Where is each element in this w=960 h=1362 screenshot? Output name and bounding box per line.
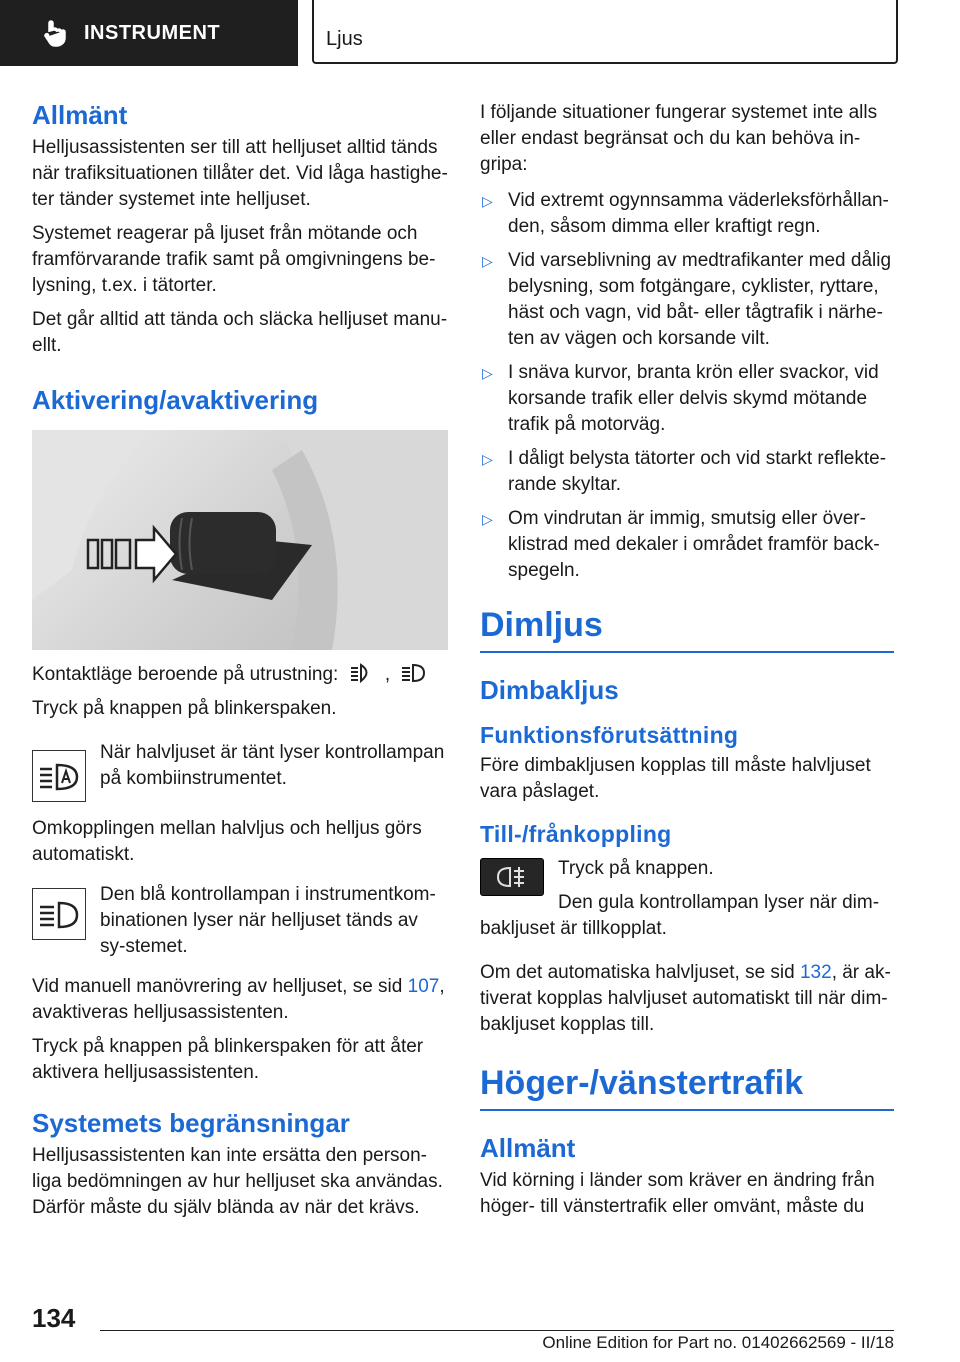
turn-signal-lever-photo <box>32 430 448 650</box>
list-item: ▷ I dåligt belysta tätorter och vid starkt reflekte-rande skyltar. <box>482 448 887 495</box>
allmant-paragraph-1: Helljusassistenten ser till att helljuset alltid tänds när trafiksituationen tillåter det. Vid låga hastighe-ter tänder systemet inte helljuset. <box>32 137 448 210</box>
footer-divider <box>100 1330 894 1331</box>
bla-note-block <box>32 882 448 960</box>
chapter-title: INSTRUMENT <box>84 21 221 44</box>
manuell-post: , avaktiveras helljusassistenten. <box>32 976 445 1023</box>
auto-post: , är ak-tiverat kopplas halvljuset automatiskt till när dim-bakljuset kopplas till. <box>480 962 891 1035</box>
funktionsforutsattning-heading: Funktionsförutsättning <box>480 722 739 748</box>
triangle-bullet-icon: ▷ <box>482 253 493 269</box>
halvljus-note-block <box>32 740 448 802</box>
allmant-paragraph-3: Det går alltid att tända och släcka helljuset manu-ellt. <box>32 309 448 356</box>
begransningar-paragraph: Helljusassistenten kan inte ersätta den person-liga bedömningen av hur helljuset ska användas. Därför måste du själv blända av när det krävs. <box>32 1145 443 1218</box>
tryck-blinkerspaken: Tryck på knappen på blinkerspaken. <box>32 698 337 719</box>
begransningar-heading: Systemets begränsningar <box>32 1108 350 1138</box>
manuell-pre: Vid manuell manövrering av helljuset, se sid <box>32 976 408 997</box>
triangle-bullet-icon: ▷ <box>482 511 493 527</box>
tryck-aktivera: Tryck på knappen på blinkerspaken för att åter aktivera helljusassistenten. <box>32 1036 424 1083</box>
right-column <box>480 100 894 1220</box>
hoger-vanster-heading: Höger-/vänstertrafik <box>480 1064 894 1111</box>
list-item: ▷ Vid varseblivning av medtrafikanter med dålig belysning, som fotgängare, cyklister, ryttare, häst och vagn, vid båt- eller tågtrafik i närhe-ten av vägen och korsande vilt. <box>482 250 892 349</box>
situations-intro: I följande situationer fungerar systemet inte alls eller endast begränsat och du kan behöva in-gripa: <box>480 102 878 175</box>
section-title: Ljus <box>326 28 363 50</box>
high-beam-small-icon <box>401 662 425 684</box>
high-beam-assist-icon <box>32 750 86 802</box>
page-link-107[interactable]: 107 <box>407 976 440 997</box>
till-fran-text-1: Tryck på knappen. <box>558 858 714 879</box>
kontakt-separator: , <box>384 664 391 685</box>
hand-pointer-icon <box>40 18 70 48</box>
allmant-2-text: Vid körning i länder som kräver en ändring från höger- till vänstertrafik eller omvänt, måste du <box>480 1170 875 1217</box>
till-fran-text-2: Den gula kontrollampan lyser när dim-bakljuset är tillkopplat. <box>480 892 880 939</box>
high-beam-icon <box>32 888 86 940</box>
auto-halvljus-text <box>480 960 894 1038</box>
rear-fog-light-icon <box>480 858 544 896</box>
section-tab <box>312 0 898 64</box>
triangle-bullet-icon: ▷ <box>482 365 493 381</box>
allmant-2-heading: Allmänt <box>480 1133 576 1163</box>
halvljus-note: När halvljuset är tänt lyser kontrollampan på kombiinstrumentet. <box>100 742 445 789</box>
dimljus-heading: Dimljus <box>480 606 894 653</box>
bla-note: Den blå kontrollampan i instrumentkom-binationen lyser när helljuset tänds av sy-stemet. <box>100 884 436 957</box>
manuell-text <box>32 974 448 1026</box>
funktionsforutsattning-text: Före dimbakljusen kopplas till måste halvljuset vara påslaget. <box>480 755 871 802</box>
kontakt-text: Kontaktläge beroende på utrustning: <box>32 664 339 685</box>
allmant-paragraph-2: Systemet reagerar på ljuset från mötande och framförvarande trafik samt på omgivningens be-lysning, t.ex. i tätorter. <box>32 223 436 296</box>
list-item: ▷ I snäva kurvor, branta krön eller svackor, vid korsande trafik eller delvis skymd mötande trafik på motorväg. <box>482 362 879 435</box>
allmant-heading: Allmänt <box>32 100 128 130</box>
situations-list <box>480 188 894 584</box>
left-column <box>32 100 448 1221</box>
kontakt-line <box>32 662 448 688</box>
list-item: ▷ Vid extremt ogynnsamma väderleksförhållan-den, såsom dimma eller kraftigt regn. <box>482 190 889 237</box>
aktivering-heading: Aktivering/avaktivering <box>32 385 319 415</box>
edition-text: Online Edition for Part no. 01402662569 - II/18 <box>542 1333 894 1352</box>
dimbakljus-heading: Dimbakljus <box>480 675 619 705</box>
till-fran-block <box>480 856 894 942</box>
omkoppling-text: Omkopplingen mellan halvljus och helljus görs automatiskt. <box>32 818 422 865</box>
list-item: ▷ Om vindrutan är immig, smutsig eller över-klistrad med dekaler i området framför back-spegeln. <box>482 508 880 581</box>
page-link-132[interactable]: 132 <box>799 962 832 983</box>
page-number: 134 <box>32 1303 76 1333</box>
triangle-bullet-icon: ▷ <box>482 193 493 209</box>
high-beam-assist-small-icon <box>350 662 374 684</box>
till-fran-heading: Till-/frånkoppling <box>480 821 672 847</box>
triangle-bullet-icon: ▷ <box>482 451 493 467</box>
auto-pre: Om det automatiska halvljuset, se sid <box>480 962 800 983</box>
chapter-tab <box>0 0 298 66</box>
